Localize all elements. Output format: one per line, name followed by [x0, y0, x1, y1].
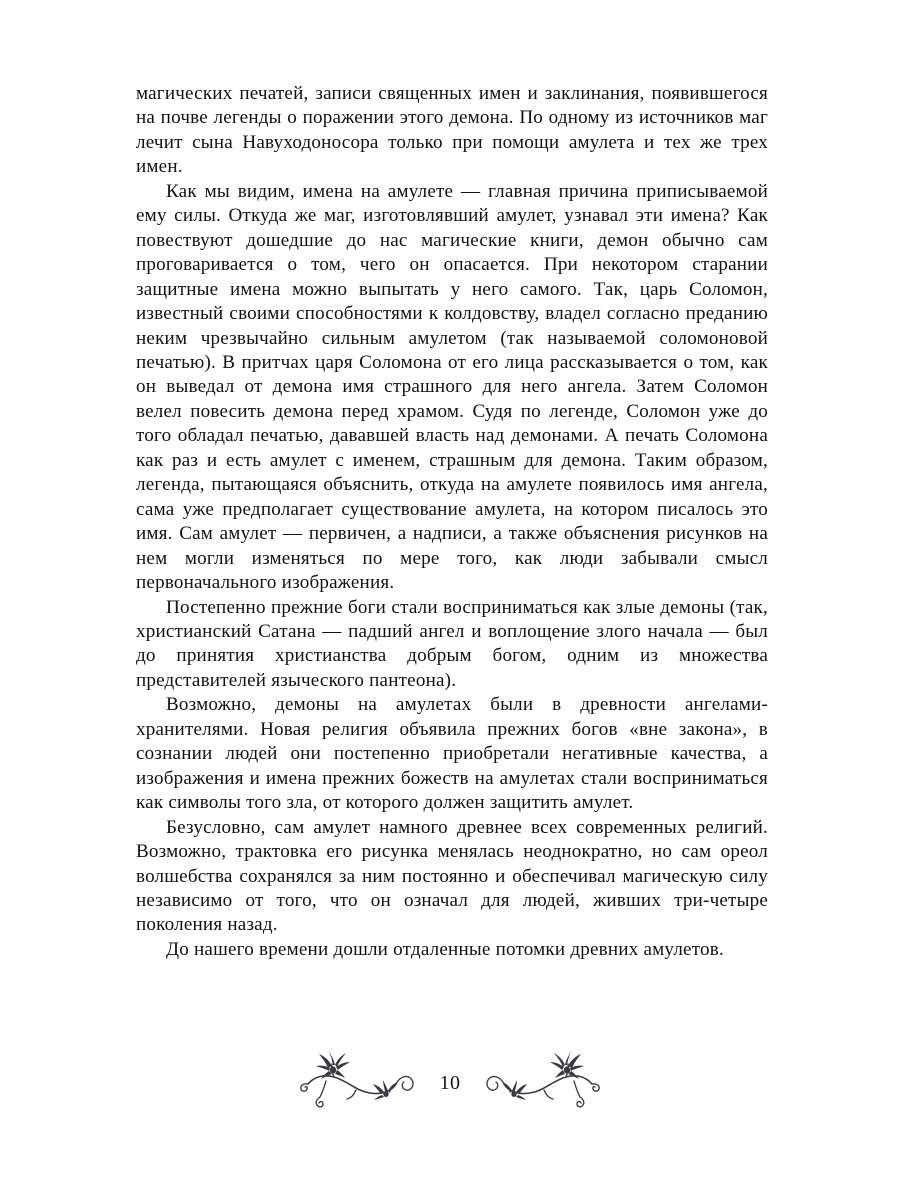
- body-text-column: [136, 82, 768, 962]
- page-number: 10: [439, 1072, 461, 1094]
- paragraph: Постепенно прежние боги стали восприниматься как злые демоны (так, христианский Сатана — падший ангел и воплощение злого начала — был до принятия христианства добрым богом, одним из множества представителей языческого пантеона).: [136, 596, 768, 691]
- page-footer: [0, 1046, 900, 1116]
- paragraph: Как мы видим, имена на амулете — главная причина приписываемой ему силы. Откуда же маг, изготовлявший амулет, узнавал эти имена? Как повествуют дошедшие до нас магические книги, демон обычно сам проговаривается о том, чего он опасается. При некотором старании защитные имена можно выпытать у него самого. Так, царь Соломон, известный своими способностями к колдовству, владел согласно преданию неким чрезвычайно сильным амулетом (так называемой соломоновой печатью). В притчах царя Соломона от его лица рассказывается о том, как он выведал от демона имя страшного для него ангела. Затем Соломон велел повесить демона перед храмом. Судя по легенде, Соломон уже до того обладал печатью, дававшей власть над демонами. А печать Соломона как раз и есть амулет с именем, страшным для демона. Таким образом, легенда, пытающаяся объяснить, откуда на амулете появилось имя ангела, сама уже предполагает существование амулета, на котором писалось это имя. Сам амулет — первичен, а надписи, а также объяснения рисунков на нем могли изменяться по мере того, как люди забывали смысл первоначального изображения.: [136, 180, 768, 594]
- paragraph: магических печатей, записи священных имен и заклинания, появившегося на почве легенды о поражении этого демона. По одному из источников маг лечит сына Навуходоносора только при помощи амулета и тех же трех имен.: [136, 83, 768, 178]
- floral-scroll-ornament-right: [474, 1050, 604, 1112]
- floral-scroll-ornament-left: [296, 1050, 426, 1112]
- paragraph: Возможно, демоны на амулетах были в древности ангелами-хранителями. Новая религия объявила прежних богов «вне закона», в сознании людей они постепенно приобретали негативные качества, а изображения и имена прежних божеств на амулетах стали восприниматься как символы того зла, от которого должен защитить амулет.: [136, 694, 768, 814]
- paragraph: До нашего времени дошли отдаленные потомки древних амулетов.: [166, 938, 724, 960]
- paragraph: Безусловно, сам амулет намного древнее всех современных религий. Возможно, трактовка его рисунка менялась неоднократно, но сам ореол волшебства сохранялся за ним постоянно и обеспечивал магическую силу независимо от того, что он означал для людей, живших три-четыре поколения назад.: [136, 816, 768, 936]
